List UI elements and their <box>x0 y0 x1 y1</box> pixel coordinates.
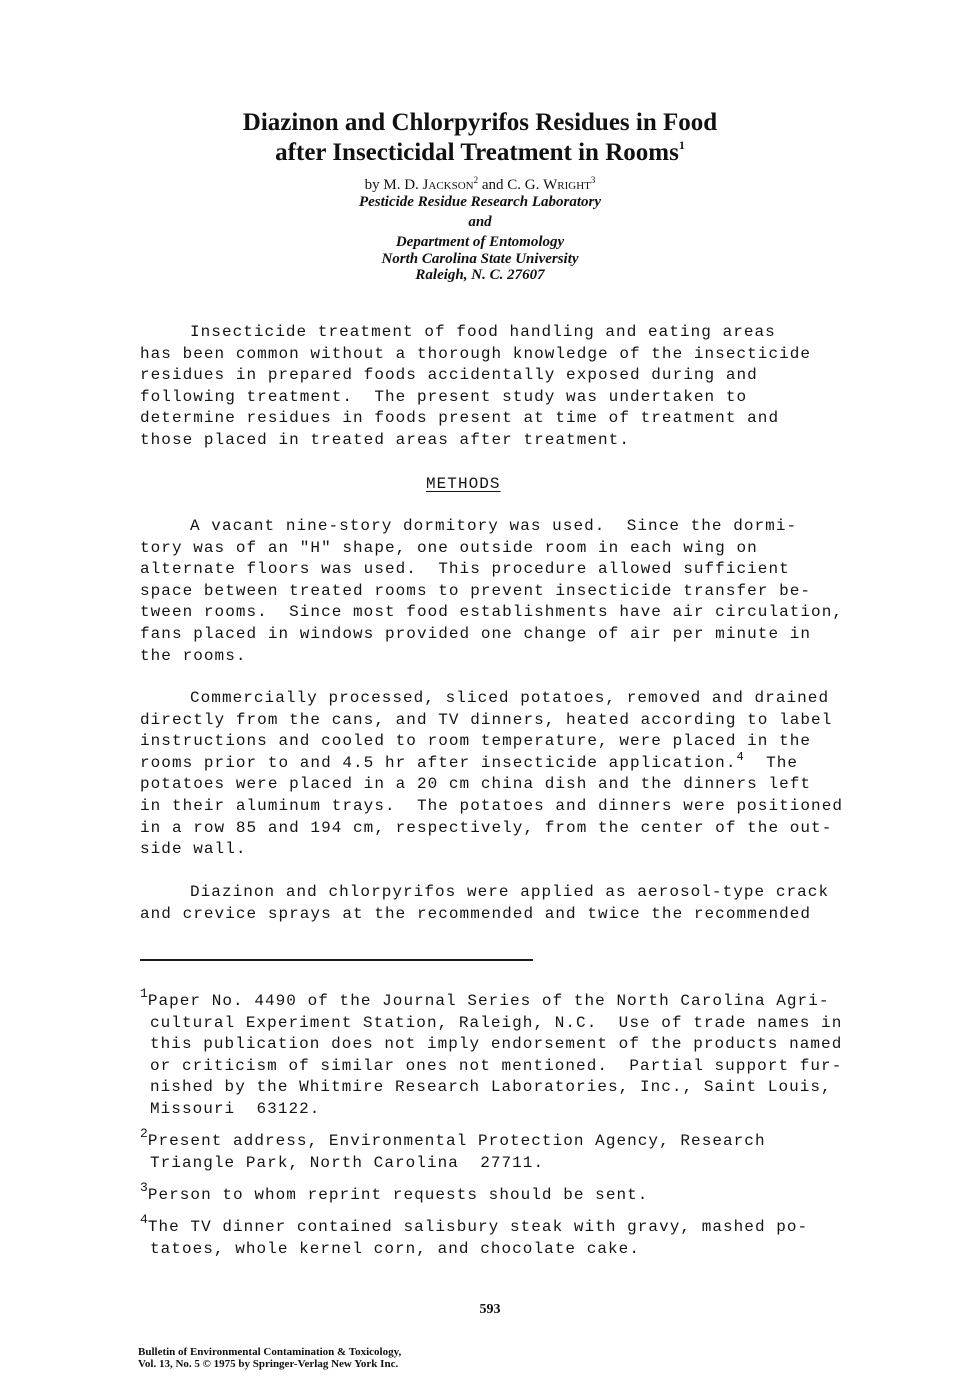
footnote-1-mark: 1 <box>140 986 148 1001</box>
title-text-2: after Insecticidal Treatment in Rooms <box>275 139 679 166</box>
affiliation-lab: Pesticide Residue Research Laboratory <box>358 194 602 210</box>
footnote-1 <box>140 986 843 1121</box>
article-title-line-1 <box>130 108 830 138</box>
affiliation-department: Department of Entomology <box>395 234 565 250</box>
methods-heading: METHODS <box>426 475 501 493</box>
citation-line-2: Vol. 13, No. 5 © 1975 by Springer-Verlag New York Inc. <box>138 1358 399 1370</box>
footnote-divider <box>140 959 533 961</box>
methods-paragraph-2-part-1: Commercially processed, sliced potatoes, removed and drained directly from the cans, and TV dinners, heated according to label instructions and cooled to room temperature, were placed in the rooms prior to and 4.5 hr after insecticide application. <box>140 689 833 772</box>
footnote-3 <box>140 1180 649 1207</box>
title-text-1: Diazinon and Chlorpyrifos Residues in Food <box>242 109 718 136</box>
author-1-footnote-mark: 2 <box>473 175 479 185</box>
article-title-line-2 <box>130 138 830 171</box>
footnote-4-text: The TV dinner contained salisbury steak with gravy, mashed po- tatoes, whole kernel corn, and chocolate cake. <box>147 1218 809 1258</box>
citation-line-1: Bulletin of Environmental Contamination & Toxicology, <box>138 1346 402 1358</box>
intro-paragraph: Insecticide treatment of food handling and eating areas has been common without a thorough knowledge of the insecticide residues in prepared foods accidentally exposed during and following treatment. The present study was undertaken to determine residues in foods present at time of treatment and those placed in treated areas after treatment. <box>140 323 812 449</box>
author-2-footnote-mark: 3 <box>590 175 596 185</box>
journal-citation <box>138 1346 401 1370</box>
page-number: 593 <box>479 1302 501 1317</box>
footnote-3-text: Person to whom reprint requests should be sent. <box>147 1186 649 1204</box>
methods-paragraph-2 <box>140 688 843 861</box>
footnote-2-text: Present address, Environmental Protection Agency, Research Triangle Park, North Carolina 27711. <box>147 1132 766 1172</box>
footnote-4-reference: 4 <box>736 749 745 764</box>
byline-prefix: by M. D. <box>364 177 423 193</box>
byline-middle: and C. G. <box>478 177 544 193</box>
methods-paragraph-1: A vacant nine-story dormitory was used. Since the dormi- tory was of an "H" shape, one outside room in each wing on alternate floors was used. This procedure allowed sufficient space between treated rooms to prevent insecticide transfer be- tween rooms. Since most food establishments have air circulation, fans placed in windows provided one change of air per minute in the rooms. <box>140 517 844 665</box>
affiliation-address: Raleigh, N. C. 27607 <box>415 267 545 283</box>
footnote-2 <box>140 1126 766 1174</box>
affiliation-and: and <box>468 214 492 230</box>
footnote-4-mark: 4 <box>140 1212 148 1227</box>
footnote-1-text: Paper No. 4490 of the Journal Series of the North Carolina Agri- cultural Experiment Station, Raleigh, N.C. Use of trade names in this publication does not imply endorsement of the products named or criticism of similar ones not mentioned. Partial support fur- nished by the Whitmire Research Laboratories, Inc., Saint Louis, Missouri 63122. <box>147 992 843 1118</box>
footnote-2-mark: 2 <box>140 1126 148 1141</box>
affiliation-university: North Carolina State University <box>381 251 579 267</box>
author-1-name: Jackson <box>422 177 474 193</box>
footnote-3-mark: 3 <box>140 1180 148 1195</box>
author-2-name: Wright <box>543 177 591 193</box>
methods-paragraph-3: Diazinon and chlorpyrifos were applied as aerosol-type crack and crevice sprays at the recommended and twice the recommended <box>140 883 830 923</box>
methods-paragraph-2-part-2: The potatoes were placed in a 20 cm china dish and the dinners left in their aluminum trays. The potatoes and dinners were positioned in a row 85 and 194 cm, respectively, from the center of the out- side wall. <box>140 753 844 859</box>
footnote-4 <box>140 1212 809 1260</box>
title-footnote-mark: 1 <box>678 138 685 152</box>
